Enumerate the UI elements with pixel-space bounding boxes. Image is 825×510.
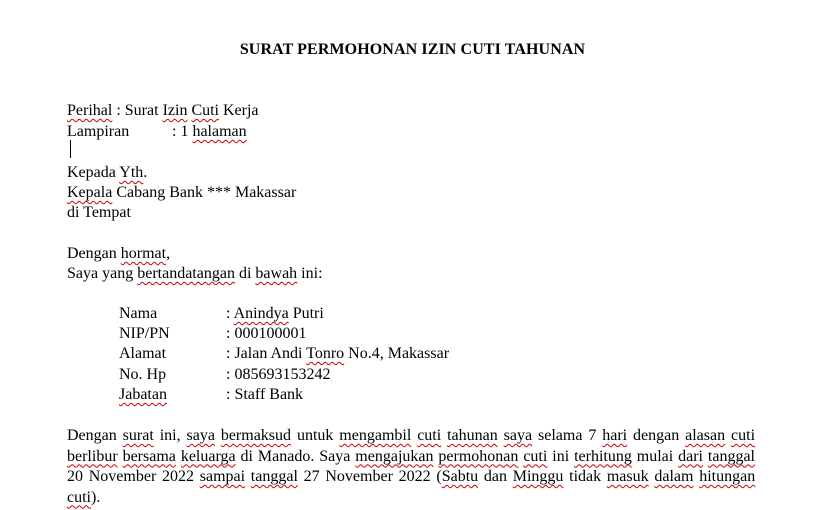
recipient-line-3: di Tempat — [67, 204, 131, 221]
field-value: : 000100001 — [226, 325, 307, 342]
document-title: SURAT PERMOHONAN IZIN CUTI TAHUNAN — [239, 41, 586, 58]
field-value: : Jalan Andi Tonro No.4, Makassar — [226, 345, 450, 362]
field-label: Jabatan — [119, 386, 167, 403]
field-row-jabatan — [119, 385, 303, 405]
greeting: Dengan hormat, — [67, 245, 171, 262]
field-row-nohp — [119, 365, 330, 385]
recipient-line-1: Kepada Yth. — [67, 164, 148, 181]
field-label: NIP/PN — [119, 325, 170, 342]
field-value: : Staff Bank — [226, 386, 304, 403]
recipient-line-2: Kepala Cabang Bank *** Makassar — [67, 184, 297, 201]
text-cursor — [70, 140, 71, 158]
body-paragraph: Dengan surat ini, saya bermaksud untuk mengambil cuti tahunan saya selama 7 hari dengan alasan cuti berlibur bersama keluarga di Manado. Saya mengajukan permohonan cuti ini terhitung mulai dari tanggal 20 November 2022 sampai tanggal 27 November 2022 (Sabtu dan Minggu tidak masuk dalam hitungan cuti). — [67, 427, 756, 506]
field-value: : Anindya Putri — [226, 305, 324, 322]
intro-text: Saya yang bertandatangan di bawah ini: — [67, 265, 323, 282]
field-label: No. Hp — [119, 366, 167, 383]
field-label: Nama — [119, 305, 158, 322]
lampiran-label: Lampiran — [67, 123, 130, 140]
lampiran-line — [67, 122, 247, 142]
perihal-label: Perihal — [67, 102, 113, 119]
perihal-line — [67, 101, 259, 121]
field-label: Alamat — [119, 345, 167, 362]
field-row-alamat — [119, 344, 449, 364]
field-value: : 085693153242 — [226, 366, 331, 383]
field-row-nip — [119, 324, 306, 344]
lampiran-value: : 1 halaman — [172, 123, 247, 140]
perihal-value: : Surat Izin Cuti Kerja — [116, 102, 259, 119]
field-row-nama — [119, 304, 324, 324]
